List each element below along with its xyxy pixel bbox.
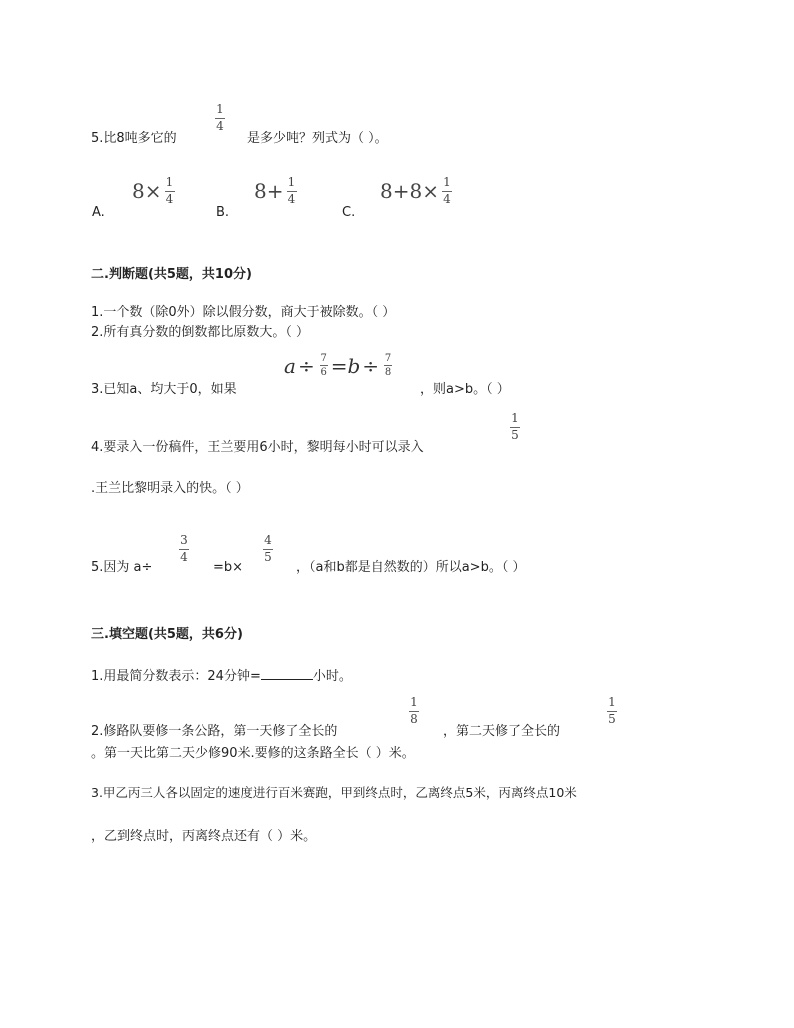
option-b-letter: B. [216,205,230,220]
section3-q2-fraction-2 [607,696,617,726]
section2-q4-line1: 4.要录入一份稿件，王兰要用6小时，黎明每小时可以录入 [91,440,424,455]
expr-fraction [442,176,452,206]
option-a-expression [132,176,175,206]
formula-fraction-1 [320,353,328,378]
fraction-denominator: 8 [384,367,392,378]
section2-title: 二.判断题(共5题，共10分) [91,267,252,282]
fraction-denominator: 5 [511,428,519,442]
expr-whole: 8 [132,179,145,203]
section2-q5-fraction-1 [179,534,189,564]
section2-q2: 2.所有真分数的倒数都比原数大。（ ） [91,325,310,340]
fraction-numerator: 1 [511,411,519,425]
fraction-bar [320,365,328,366]
expr-whole: 8 [254,179,267,203]
fraction-denominator: 4 [216,119,224,133]
fraction-numerator: 7 [320,353,327,364]
option-c-expression [380,176,452,206]
fraction-numerator: 1 [608,695,616,709]
q5-prefix: 5.比8吨多它的 [91,131,177,146]
div-sign: ÷ [297,353,315,378]
section3-q1 [91,667,352,685]
expr-fraction [287,176,297,206]
section2-q1: 1.一个数（除0外）除以假分数，商大于被除数。（ ） [91,305,396,320]
formula-fraction-2 [384,353,392,378]
section3-q2-fraction-1 [409,696,419,726]
section2-q5-fraction-2 [263,534,273,564]
option-b-expression [254,176,297,206]
fraction-denominator: 6 [320,367,327,378]
fraction-numerator: 3 [180,533,188,547]
section2-q3-prefix: 3.已知a、均大于0，如果 [91,382,237,397]
q5-fraction [215,103,225,133]
expr-whole: 8 [380,179,393,203]
fraction-denominator: 5 [264,550,272,564]
expr-operator: + [266,179,284,203]
fraction-numerator: 1 [287,175,296,189]
fraction-denominator: 5 [608,712,616,726]
answer-blank[interactable] [261,667,313,680]
section3-q3-line2: ，乙到终点时，丙离终点还有（ ）米。 [91,829,317,844]
fraction-bar [384,365,392,366]
fraction-numerator: 1 [216,102,224,116]
section3-title: 三.填空题(共5题，共6分) [91,627,243,642]
section2-q3-formula [284,353,395,378]
section3-q2-part1: 2.修路队要修一条公路，第一天修了全长的 [91,724,338,739]
q5-suffix: 是多少吨？列式为（ ）。 [247,131,388,146]
option-a-letter: A. [92,205,105,220]
section3-q3-line1: 3.甲乙丙三人各以固定的速度进行百米赛跑，甲到终点时，乙离终点5米，丙离终点10米 [91,785,577,800]
var-b: b [347,353,361,378]
expr-operator: +8× [392,179,439,203]
section3-q2-part2: ，第二天修了全长的 [443,724,561,739]
equals-sign: = [330,353,348,378]
fraction-denominator: 4 [287,192,296,206]
section2-q5-part1: 5.因为 a÷ [91,560,153,575]
div-sign: ÷ [362,353,380,378]
section3-q1-suffix: 小时。 [312,669,352,684]
fraction-denominator: 4 [443,192,451,206]
fraction-numerator: 1 [410,695,418,709]
fraction-denominator: 8 [410,712,418,726]
fraction-denominator: 4 [165,192,174,206]
expr-fraction [165,176,175,206]
section2-q4-line2: .王兰比黎明录入的快。（ ） [91,481,249,496]
fraction-numerator: 1 [443,175,451,189]
fraction-denominator: 4 [180,550,188,564]
expr-operator: × [144,179,162,203]
fraction-numerator: 7 [384,353,392,364]
section2-q5-part2: =b× [213,560,244,575]
section2-q4-fraction [510,412,520,442]
section3-q1-prefix: 1.用最简分数表示：24分钟= [91,669,261,684]
section2-q3-suffix: ，则a>b。（ ） [420,382,510,397]
option-c-letter: C. [342,205,356,220]
section2-q5-part3: ，（a和b都是自然数的）所以a>b。（ ） [296,560,526,575]
fraction-numerator: 1 [165,175,174,189]
section3-q2-line2: 。第一天比第二天少修90米.要修的这条路全长（ ）米。 [91,746,415,761]
fraction-numerator: 4 [264,533,272,547]
var-a: a [284,353,296,378]
